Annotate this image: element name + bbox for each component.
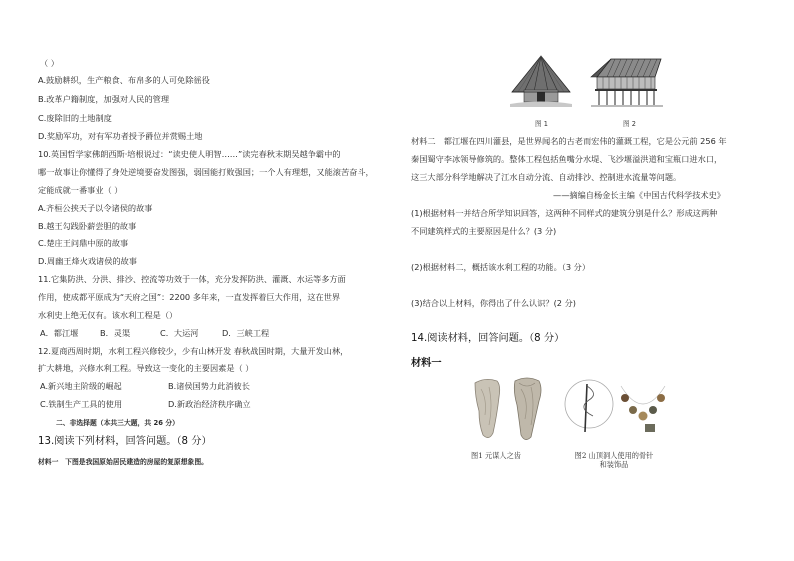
q11-option-d: D．三峡工程 xyxy=(222,328,270,338)
bone-needle-ornaments-image xyxy=(559,376,669,442)
q12-stem-line1: 12.夏商西周时期，水利工程兴修较少，少有山林开发 春秋战国时期，大量开发山林， xyxy=(38,346,349,356)
q12-stem-line2: 扩大耕地，兴修水利工程。导致这一变化的主要因素是（ ） xyxy=(38,363,254,373)
q14-material-1: 材料一 xyxy=(411,358,442,369)
material2-line2: 秦国蜀守李冰领导修筑的。整体工程包括鱼嘴分水堤、飞沙堰溢洪道和宝瓶口进水口， xyxy=(411,154,723,164)
material2-line1: 材料二 都江堰在四川灌县，是世界闻名的古老而宏伟的灌溉工程，它是公元前 256 年 xyxy=(411,136,727,146)
q10-stem-line3: 定能成就一番事业（ ） xyxy=(38,185,123,195)
q12-option-c: C.铁制生产工具的使用 xyxy=(40,399,123,409)
q10-option-d: D.周幽王烽火戏诸侯的故事 xyxy=(38,256,137,266)
q11-stem-line1: 11.它集防洪、分洪、排沙、控流等功效于一体，充分发挥防洪、灌溉、水运等多方面 xyxy=(38,274,346,284)
teeth-image xyxy=(469,375,549,445)
q10-stem-line1: 10.英国哲学家佛朗西斯·培根说过：“读史使人明智……”读完春秋末期吴越争霸中的 xyxy=(38,149,341,159)
round-hut-image xyxy=(506,52,576,110)
q9-option-c: C.废除旧的土地制度 xyxy=(38,113,112,123)
q13-heading: 13.阅读下列材料，回答问题。（8 分） xyxy=(38,436,212,447)
q14-fig2-caption-line1: 图2 山顶洞人使用的骨针 xyxy=(574,451,654,460)
material2-source: ——摘编自杨金长主编《中国古代科学技术史》 xyxy=(553,190,725,200)
q10-option-a: A.齐桓公挟天子以令诸侯的故事 xyxy=(38,203,153,213)
q10-option-c: C.楚庄王问鼎中原的故事 xyxy=(38,238,129,248)
q9-answer-blank: （ ） xyxy=(40,58,59,68)
q13-material-1: 材料一 下图是我国原始居民建造的房屋的复原想象图。 xyxy=(38,458,208,466)
q11-option-c: C．大运河 xyxy=(160,328,199,338)
q14-heading: 14.阅读材料，回答问题。（8 分） xyxy=(411,333,565,344)
sub-question-2: (2)根据材料二，概括该水利工程的功能。（3 分） xyxy=(411,262,591,272)
stilt-house-image xyxy=(587,55,667,110)
sub-question-3: (3)结合以上材料，你得出了什么认识？(2 分) xyxy=(411,298,576,308)
q12-option-d: D.新政治经济秩序确立 xyxy=(168,399,251,409)
q10-stem-line2: 哪一故事让你懂得了身处逆境要奋发图强，弱国能打败强国；一个人有理想，又能滚苦奋斗， xyxy=(38,167,374,177)
q9-option-b: B.改革户籍制度，加强对人民的管理 xyxy=(38,94,170,104)
material2-line3: 这三大部分科学地解决了江水自动分流、自动排沙、控制进水流量等问题。 xyxy=(411,172,682,182)
section-heading: 二、非选择题（本共三大题，共 26 分） xyxy=(56,419,179,427)
q11-option-a: A．都江堰 xyxy=(40,328,79,338)
q11-stem-line3: 水利史上绝无仅有。该水利工程是（） xyxy=(38,310,178,320)
q9-option-d: D.奖励军功，对有军功者授予爵位并赏赐土地 xyxy=(38,131,203,141)
sub-question-1-line1: (1)根据材料一并结合所学知识回答，这两种不同样式的建筑分别是什么？形成这两种 xyxy=(411,208,718,218)
sub-question-1-line2: 不同建筑样式的主要原因是什么？(3 分) xyxy=(411,226,557,236)
fig2-caption: 图 2 xyxy=(623,120,636,128)
q14-fig2-caption-line2: 和装饰品 xyxy=(599,460,629,469)
q10-option-b: B.越王勾践卧薪尝胆的故事 xyxy=(38,221,137,231)
q11-options xyxy=(40,328,269,338)
fig1-caption: 图 1 xyxy=(535,120,548,128)
q11-stem-line2: 作用，使成都平原成为“天府之国”：2200 多年来，一直发挥着巨大作用，这在世界 xyxy=(38,292,341,302)
q12-option-b: B.诸侯国势力此消彼长 xyxy=(168,381,250,391)
q9-option-a: A.鼓励耕织，生产粮食、布帛多的人可免除徭役 xyxy=(38,75,210,85)
q11-option-b: B．灵渠 xyxy=(100,328,131,338)
q14-fig2-caption xyxy=(559,451,669,469)
q12-option-a: A.新兴地主阶级的崛起 xyxy=(40,381,122,391)
q14-fig1-caption: 图1 元谋人之齿 xyxy=(471,451,521,460)
